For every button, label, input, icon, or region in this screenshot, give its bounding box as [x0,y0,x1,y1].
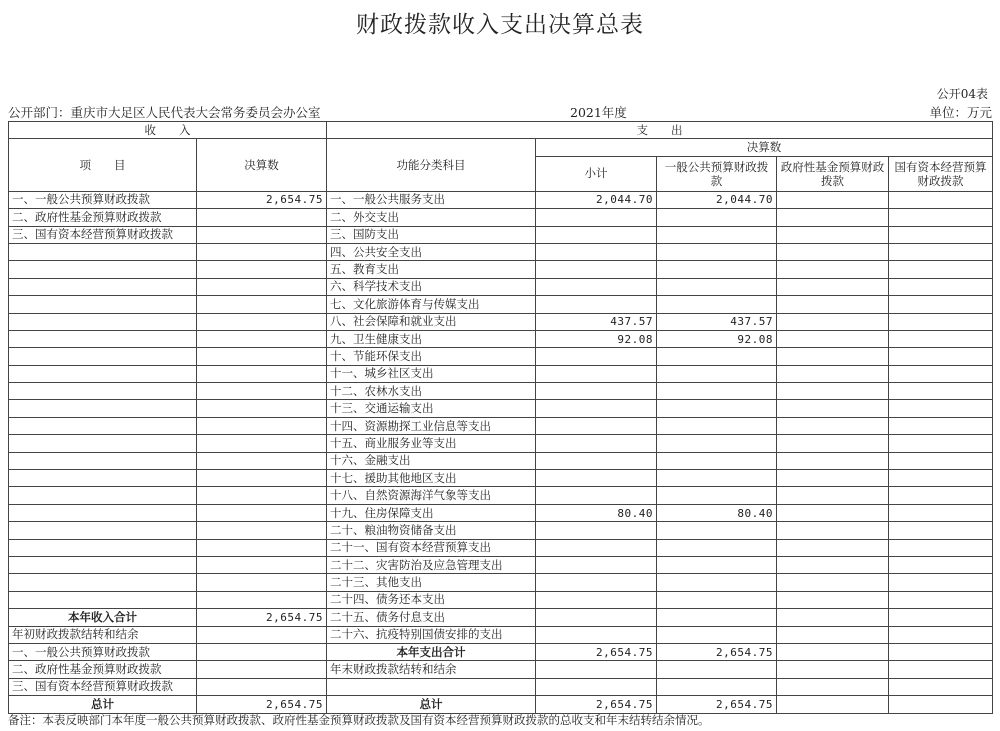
income-amount-cell: 2,654.75 [197,609,327,626]
income-amount-cell [197,209,327,226]
state-capital-cell [889,678,993,695]
state-capital-cell [889,470,993,487]
table-row [9,696,993,713]
general-budget-cell [657,209,777,226]
expense-item-cell: 三、国防支出 [327,226,536,243]
income-item-cell [9,278,197,295]
gov-fund-cell [777,504,889,521]
gov-fund-cell [777,556,889,573]
income-amount-cell [197,313,327,330]
income-amount-cell [197,330,327,347]
income-amount-cell [197,487,327,504]
subtotal-cell [536,661,657,678]
gov-fund-cell [777,470,889,487]
general-budget-cell [657,296,777,313]
general-budget-cell [657,574,777,591]
table-row [9,539,993,556]
income-amount-cell [197,556,327,573]
subtotal-cell [536,417,657,434]
income-item-cell [9,470,197,487]
income-item-cell: 三、国有资本经营预算财政拨款 [9,678,197,695]
gov-fund-cell [777,365,889,382]
table-row [9,452,993,469]
state-capital-header: 国有资本经营预算财政拨款 [889,156,993,191]
general-budget-cell [657,609,777,626]
table-row [9,313,993,330]
expense-item-cell: 二、外交支出 [327,209,536,226]
table-row [9,435,993,452]
general-budget-cell [657,226,777,243]
subtotal-cell [536,678,657,695]
subtotal-cell [536,522,657,539]
state-capital-cell [889,661,993,678]
state-capital-cell [889,261,993,278]
general-budget-cell: 2,044.70 [657,191,777,208]
state-capital-cell [889,452,993,469]
table-row [9,504,993,521]
year-label: 2021年度 [570,105,627,120]
state-capital-cell [889,539,993,556]
income-item-cell [9,261,197,278]
income-amount-cell [197,348,327,365]
general-budget-cell: 92.08 [657,330,777,347]
state-capital-cell [889,330,993,347]
expense-item-cell: 八、社会保障和就业支出 [327,313,536,330]
state-capital-cell [889,504,993,521]
footnote: 备注：本表反映部门本年度一般公共预算财政拨款、政府性基金预算财政拨款及国有资本经营预算财政拨款的总收支和年末结转结余情况。 [8,713,710,727]
gov-fund-cell [777,191,889,208]
subtotal-header: 小计 [536,156,657,191]
general-budget-cell [657,626,777,643]
general-budget-cell: 80.40 [657,504,777,521]
income-item-cell [9,556,197,573]
expense-item-cell: 十、节能环保支出 [327,348,536,365]
table-row [9,643,993,660]
income-header: 收 入 [9,122,327,139]
subtotal-cell [536,296,657,313]
state-capital-cell [889,626,993,643]
income-amount-cell [197,243,327,260]
income-item-cell [9,417,197,434]
income-item-cell [9,348,197,365]
general-budget-cell [657,452,777,469]
gov-fund-cell [777,278,889,295]
subtotal-cell [536,435,657,452]
general-budget-cell [657,487,777,504]
state-capital-cell [889,365,993,382]
gov-fund-cell [777,522,889,539]
table-row [9,383,993,400]
income-amount-cell [197,383,327,400]
table-row [9,243,993,260]
expense-item-cell [327,678,536,695]
expense-item-cell: 二十六、抗疫特别国债安排的支出 [327,626,536,643]
gov-fund-cell [777,261,889,278]
income-amount-cell [197,643,327,660]
state-capital-cell [889,696,993,713]
general-budget-cell [657,661,777,678]
gov-fund-cell [777,417,889,434]
gov-fund-cell [777,313,889,330]
income-item-cell: 年初财政拨款结转和结余 [9,626,197,643]
income-item-cell [9,539,197,556]
subtotal-cell [536,400,657,417]
table-row [9,400,993,417]
income-item-cell [9,487,197,504]
general-budget-cell [657,470,777,487]
table-row [9,470,993,487]
income-amount-header: 决算数 [197,139,327,191]
income-amount-cell [197,522,327,539]
expense-item-cell: 二十四、债务还本支出 [327,591,536,608]
income-item-cell: 一、一般公共预算财政拨款 [9,191,197,208]
table-row [9,209,993,226]
gov-fund-cell [777,539,889,556]
expense-item-cell: 十一、城乡社区支出 [327,365,536,382]
table-row [9,556,993,573]
subtotal-cell: 437.57 [536,313,657,330]
state-capital-cell [889,574,993,591]
gov-fund-cell [777,452,889,469]
gov-fund-header: 政府性基金预算财政拨款 [777,156,889,191]
subtotal-cell [536,574,657,591]
income-item-cell [9,330,197,347]
gov-fund-cell [777,678,889,695]
subtotal-cell [536,383,657,400]
general-budget-cell [657,365,777,382]
subtotal-cell: 2,654.75 [536,643,657,660]
income-item-cell: 三、国有资本经营预算财政拨款 [9,226,197,243]
income-item-cell: 总计 [9,696,197,713]
state-capital-cell [889,435,993,452]
state-capital-cell [889,278,993,295]
general-budget-cell: 437.57 [657,313,777,330]
subtotal-cell [536,487,657,504]
table-row [9,487,993,504]
income-amount-cell [197,504,327,521]
page-title: 财政拨款收入支出决算总表 [356,12,644,38]
unit-label: 单位：万元 [929,105,992,120]
general-budget-cell [657,678,777,695]
table-row [9,626,993,643]
subtotal-cell: 92.08 [536,330,657,347]
gov-fund-cell [777,435,889,452]
general-budget-cell [657,400,777,417]
general-budget-cell [657,383,777,400]
state-capital-cell [889,487,993,504]
table-row [9,348,993,365]
income-amount-cell [197,661,327,678]
state-capital-cell [889,191,993,208]
subtotal-cell [536,591,657,608]
expense-item-cell: 七、文化旅游体育与传媒支出 [327,296,536,313]
state-capital-cell [889,313,993,330]
gov-fund-cell [777,209,889,226]
expense-item-cell: 十八、自然资源海洋气象等支出 [327,487,536,504]
income-amount-cell [197,226,327,243]
subtotal-cell [536,470,657,487]
general-budget-cell [657,278,777,295]
income-item-cell: 二、政府性基金预算财政拨款 [9,209,197,226]
income-item-cell [9,296,197,313]
table-row [9,417,993,434]
subtotal-cell: 80.40 [536,504,657,521]
general-budget-cell [657,591,777,608]
state-capital-cell [889,226,993,243]
general-budget-cell [657,435,777,452]
subtotal-cell: 2,044.70 [536,191,657,208]
income-amount-cell [197,678,327,695]
expense-item-cell: 九、卫生健康支出 [327,330,536,347]
expense-item-cell: 二十一、国有资本经营预算支出 [327,539,536,556]
subtotal-cell [536,261,657,278]
state-capital-cell [889,243,993,260]
income-amount-cell [197,591,327,608]
expense-item-cell: 年末财政拨款结转和结余 [327,661,536,678]
state-capital-cell [889,522,993,539]
table-row [9,609,993,626]
subtotal-cell [536,278,657,295]
expense-item-cell: 十三、交通运输支出 [327,400,536,417]
state-capital-cell [889,209,993,226]
general-budget-cell: 2,654.75 [657,643,777,660]
header-row-2 [9,139,993,156]
subtotal-cell [536,539,657,556]
table-row [9,591,993,608]
income-item-cell: 本年收入合计 [9,609,197,626]
subtotal-cell [536,609,657,626]
form-number: 公开04表 [936,87,988,101]
expense-item-cell: 十七、援助其他地区支出 [327,470,536,487]
item-header: 项 目 [9,139,197,191]
income-amount-cell [197,574,327,591]
income-amount-cell [197,296,327,313]
income-item-cell: 一、一般公共预算财政拨款 [9,643,197,660]
income-amount-cell: 2,654.75 [197,191,327,208]
income-item-cell [9,435,197,452]
expense-item-cell: 十五、商业服务业等支出 [327,435,536,452]
income-amount-cell [197,417,327,434]
general-budget-cell [657,522,777,539]
expense-item-cell: 五、教育支出 [327,261,536,278]
income-item-cell [9,452,197,469]
income-amount-cell [197,400,327,417]
gov-fund-cell [777,609,889,626]
gov-fund-cell [777,487,889,504]
subtotal-cell [536,556,657,573]
general-budget-header: 一般公共预算财政拨款 [657,156,777,191]
state-capital-cell [889,400,993,417]
state-capital-cell [889,609,993,626]
state-capital-cell [889,383,993,400]
table-row [9,296,993,313]
income-amount-cell [197,470,327,487]
general-budget-cell [657,243,777,260]
gov-fund-cell [777,226,889,243]
expense-item-cell: 十二、农林水支出 [327,383,536,400]
subtotal-cell: 2,654.75 [536,696,657,713]
income-item-cell [9,383,197,400]
expense-amount-header: 决算数 [536,139,993,156]
expense-item-cell: 十四、资源勘探工业信息等支出 [327,417,536,434]
expense-item-cell: 六、科学技术支出 [327,278,536,295]
table-row [9,261,993,278]
subtotal-cell [536,365,657,382]
table-row [9,278,993,295]
table-body [9,191,993,713]
income-amount-cell [197,452,327,469]
header-row-1 [9,122,993,139]
expense-item-cell: 十六、金融支出 [327,452,536,469]
expense-header: 支 出 [327,122,993,139]
state-capital-cell [889,296,993,313]
income-item-cell [9,400,197,417]
income-item-cell [9,504,197,521]
gov-fund-cell [777,661,889,678]
table-row [9,226,993,243]
general-budget-cell [657,348,777,365]
expense-item-cell: 总计 [327,696,536,713]
income-item-cell [9,522,197,539]
department-label: 公开部门：重庆市大足区人民代表大会常务委员会办公室 [8,105,321,120]
gov-fund-cell [777,330,889,347]
income-item-cell [9,591,197,608]
gov-fund-cell [777,383,889,400]
table-row [9,574,993,591]
gov-fund-cell [777,243,889,260]
general-budget-cell [657,556,777,573]
table-row [9,330,993,347]
table-row [9,365,993,382]
gov-fund-cell [777,643,889,660]
expense-item-cell: 一、一般公共服务支出 [327,191,536,208]
expense-item-cell: 十九、住房保障支出 [327,504,536,521]
income-amount-cell [197,261,327,278]
report-meta [8,103,992,119]
general-budget-cell [657,539,777,556]
state-capital-cell [889,643,993,660]
income-item-cell [9,365,197,382]
table-row [9,522,993,539]
expense-item-cell: 本年支出合计 [327,643,536,660]
subtotal-cell [536,348,657,365]
subtotal-cell [536,243,657,260]
income-amount-cell [197,278,327,295]
general-budget-cell [657,417,777,434]
gov-fund-cell [777,400,889,417]
final-accounts-table [8,121,993,714]
gov-fund-cell [777,348,889,365]
expense-item-cell: 四、公共安全支出 [327,243,536,260]
income-amount-cell: 2,654.75 [197,696,327,713]
state-capital-cell [889,591,993,608]
gov-fund-cell [777,626,889,643]
state-capital-cell [889,417,993,434]
state-capital-cell [889,348,993,365]
expense-item-cell: 二十、粮油物资储备支出 [327,522,536,539]
table-row [9,191,993,208]
income-item-cell [9,574,197,591]
general-budget-cell [657,261,777,278]
expense-item-cell: 二十二、灾害防治及应急管理支出 [327,556,536,573]
expense-item-cell: 二十五、债务付息支出 [327,609,536,626]
gov-fund-cell [777,296,889,313]
table-row [9,678,993,695]
subtotal-cell [536,626,657,643]
gov-fund-cell [777,591,889,608]
income-amount-cell [197,365,327,382]
subtotal-cell [536,226,657,243]
income-amount-cell [197,435,327,452]
general-budget-cell: 2,654.75 [657,696,777,713]
state-capital-cell [889,556,993,573]
income-amount-cell [197,626,327,643]
function-class-header: 功能分类科目 [327,139,536,191]
income-item-cell: 二、政府性基金预算财政拨款 [9,661,197,678]
gov-fund-cell [777,574,889,591]
income-item-cell [9,313,197,330]
subtotal-cell [536,452,657,469]
subtotal-cell [536,209,657,226]
income-item-cell [9,243,197,260]
expense-item-cell: 二十三、其他支出 [327,574,536,591]
table-row [9,661,993,678]
gov-fund-cell [777,696,889,713]
income-amount-cell [197,539,327,556]
